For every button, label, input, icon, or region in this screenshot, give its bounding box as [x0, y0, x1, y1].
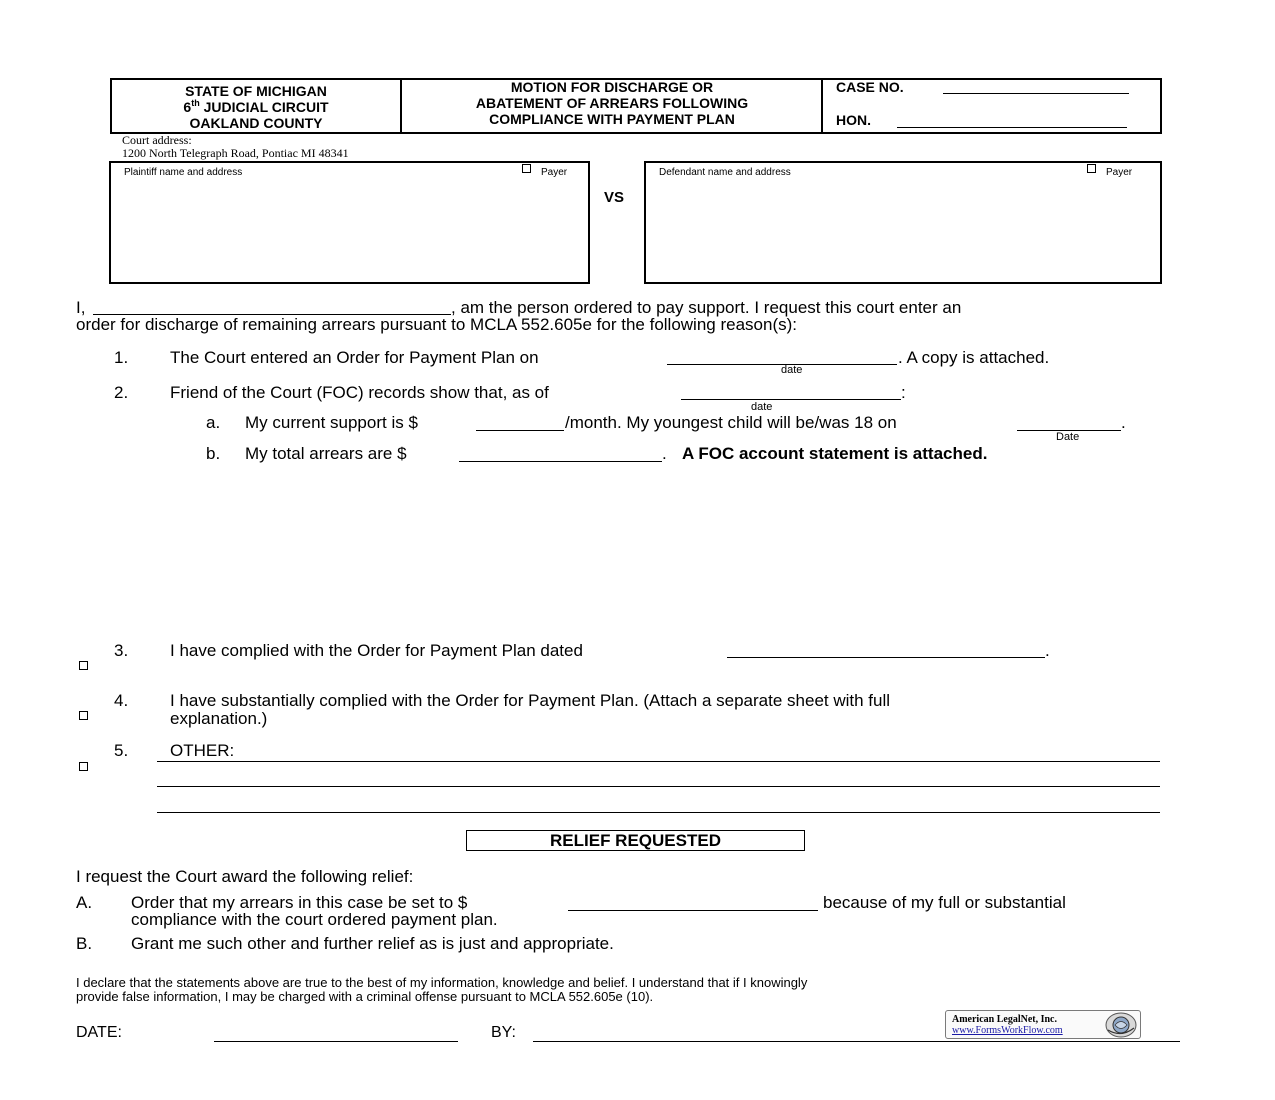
item-2a-end: . [1121, 413, 1126, 432]
plaintiff-payer-label: Payer [541, 167, 568, 178]
plaintiff-payer-checkbox[interactable] [522, 164, 531, 173]
hon-field[interactable] [897, 127, 1127, 128]
current-support-field[interactable] [476, 430, 564, 431]
form-title [402, 79, 822, 127]
item-2b-text: My total arrears are $ [245, 444, 407, 463]
item-1-end: . A copy is attached. [898, 348, 1050, 367]
circuit-label: JUDICIAL CIRCUIT [203, 99, 329, 115]
title-line-2: ABATEMENT OF ARREARS FOLLOWING [475, 95, 749, 111]
item-5-text: OTHER: [170, 741, 235, 760]
defendant-box[interactable] [644, 161, 1162, 284]
date-label: DATE: [76, 1024, 122, 1041]
item-1-date-caption: date [781, 364, 803, 376]
declaration-line-1: I declare that the statements above are true to the best of my information, knowledge and belief. I understand that if I knowingly [76, 975, 808, 990]
declaration-line-2: provide false information, I may be charged with a criminal offense pursuant to MCLA 552.605e (10). [76, 989, 654, 1004]
court-name-block [112, 83, 400, 131]
item-3-text: I have complied with the Order for Payment Plan dated [170, 641, 583, 660]
relief-intro: I request the Court award the following relief: [76, 867, 414, 886]
item-2-number: 2. [114, 383, 129, 402]
other-line-3[interactable] [157, 812, 1160, 813]
other-line-1[interactable] [157, 761, 1160, 762]
complied-date-field[interactable] [727, 657, 1045, 658]
item-2a-text-2: /month. My youngest child will be/was 18 on [565, 413, 897, 432]
item-2b-bold-note: A FOC account statement is attached. [682, 444, 988, 463]
plaintiff-box[interactable] [109, 161, 590, 284]
item-2-text: Friend of the Court (FOC) records show that, as of [170, 383, 549, 402]
title-line-1: MOTION FOR DISCHARGE OR [510, 79, 714, 95]
logo-name: American LegalNet, Inc. [952, 1014, 1057, 1025]
defendant-payer-label: Payer [1106, 167, 1133, 178]
case-no-field[interactable] [943, 93, 1129, 94]
intro-line-1: , am the person ordered to pay support. I request this court enter an [451, 298, 962, 317]
item-5-checkbox[interactable] [79, 762, 88, 771]
relief-b-label: B. [76, 934, 93, 953]
item-3-checkbox[interactable] [79, 661, 88, 670]
court-address-label: Court address: [122, 133, 192, 147]
item-2b-label: b. [206, 444, 221, 463]
county-name: OAKLAND COUNTY [189, 115, 323, 131]
case-no-label: CASE NO. [836, 79, 904, 95]
logo-badge[interactable] [945, 1010, 1141, 1039]
circuit-suffix: th [191, 98, 200, 108]
item-2a-label: a. [206, 413, 221, 432]
item-1-number: 1. [114, 348, 129, 367]
item-2-end: : [901, 383, 906, 402]
foc-records-date-field[interactable] [681, 399, 901, 400]
item-3-end: . [1045, 641, 1050, 660]
item-4-line-2: explanation.) [170, 709, 268, 728]
circuit-number: 6 [183, 99, 192, 115]
item-2a-date-caption: Date [1056, 431, 1080, 443]
intro-line-2: order for discharge of remaining arrears pursuant to MCLA 552.605e for the following reason(s): [76, 315, 797, 334]
relief-heading: RELIEF REQUESTED [466, 830, 805, 851]
relief-b-text: Grant me such other and further relief as is just and appropriate. [131, 934, 614, 953]
signature-field[interactable] [533, 1041, 1180, 1042]
arrears-amount-field[interactable] [568, 910, 818, 911]
item-5-number: 5. [114, 741, 129, 760]
vs-label: VS [604, 189, 625, 206]
relief-a-line-2: compliance with the court ordered payment plan. [131, 910, 498, 929]
title-line-3: COMPLIANCE WITH PAYMENT PLAN [489, 111, 735, 127]
item-3-number: 3. [114, 641, 129, 660]
item-4-line-1: I have substantially complied with the Order for Payment Plan. (Attach a separate sheet with full [170, 691, 891, 710]
plaintiff-label: Plaintiff name and address [124, 167, 243, 178]
defendant-label: Defendant name and address [659, 167, 791, 178]
state-name: STATE OF MICHIGAN [185, 83, 327, 99]
globe-icon [1104, 1012, 1138, 1038]
signature-date-field[interactable] [214, 1041, 458, 1042]
item-4-number: 4. [114, 691, 129, 710]
circuit-name [112, 99, 400, 115]
item-2a-text-1: My current support is $ [245, 413, 418, 432]
relief-a-label: A. [76, 893, 93, 912]
other-line-2[interactable] [157, 786, 1160, 787]
court-address-value: 1200 North Telegraph Road, Pontiac MI 48341 [122, 146, 349, 160]
hon-label: HON. [836, 112, 871, 128]
defendant-payer-checkbox[interactable] [1087, 164, 1096, 173]
item-2b-end: . [662, 444, 667, 463]
total-arrears-field[interactable] [459, 461, 662, 462]
by-label: BY: [491, 1024, 516, 1041]
intro-prefix: I, [76, 298, 86, 317]
item-1-text: The Court entered an Order for Payment Plan on [170, 348, 539, 367]
relief-a-text-1: Order that my arrears in this case be set to $ [131, 893, 468, 912]
relief-a-text-2: because of my full or substantial [823, 893, 1066, 912]
item-4-checkbox[interactable] [79, 711, 88, 720]
item-2-date-caption: date [751, 401, 773, 413]
logo-url[interactable]: www.FormsWorkFlow.com [952, 1025, 1063, 1036]
